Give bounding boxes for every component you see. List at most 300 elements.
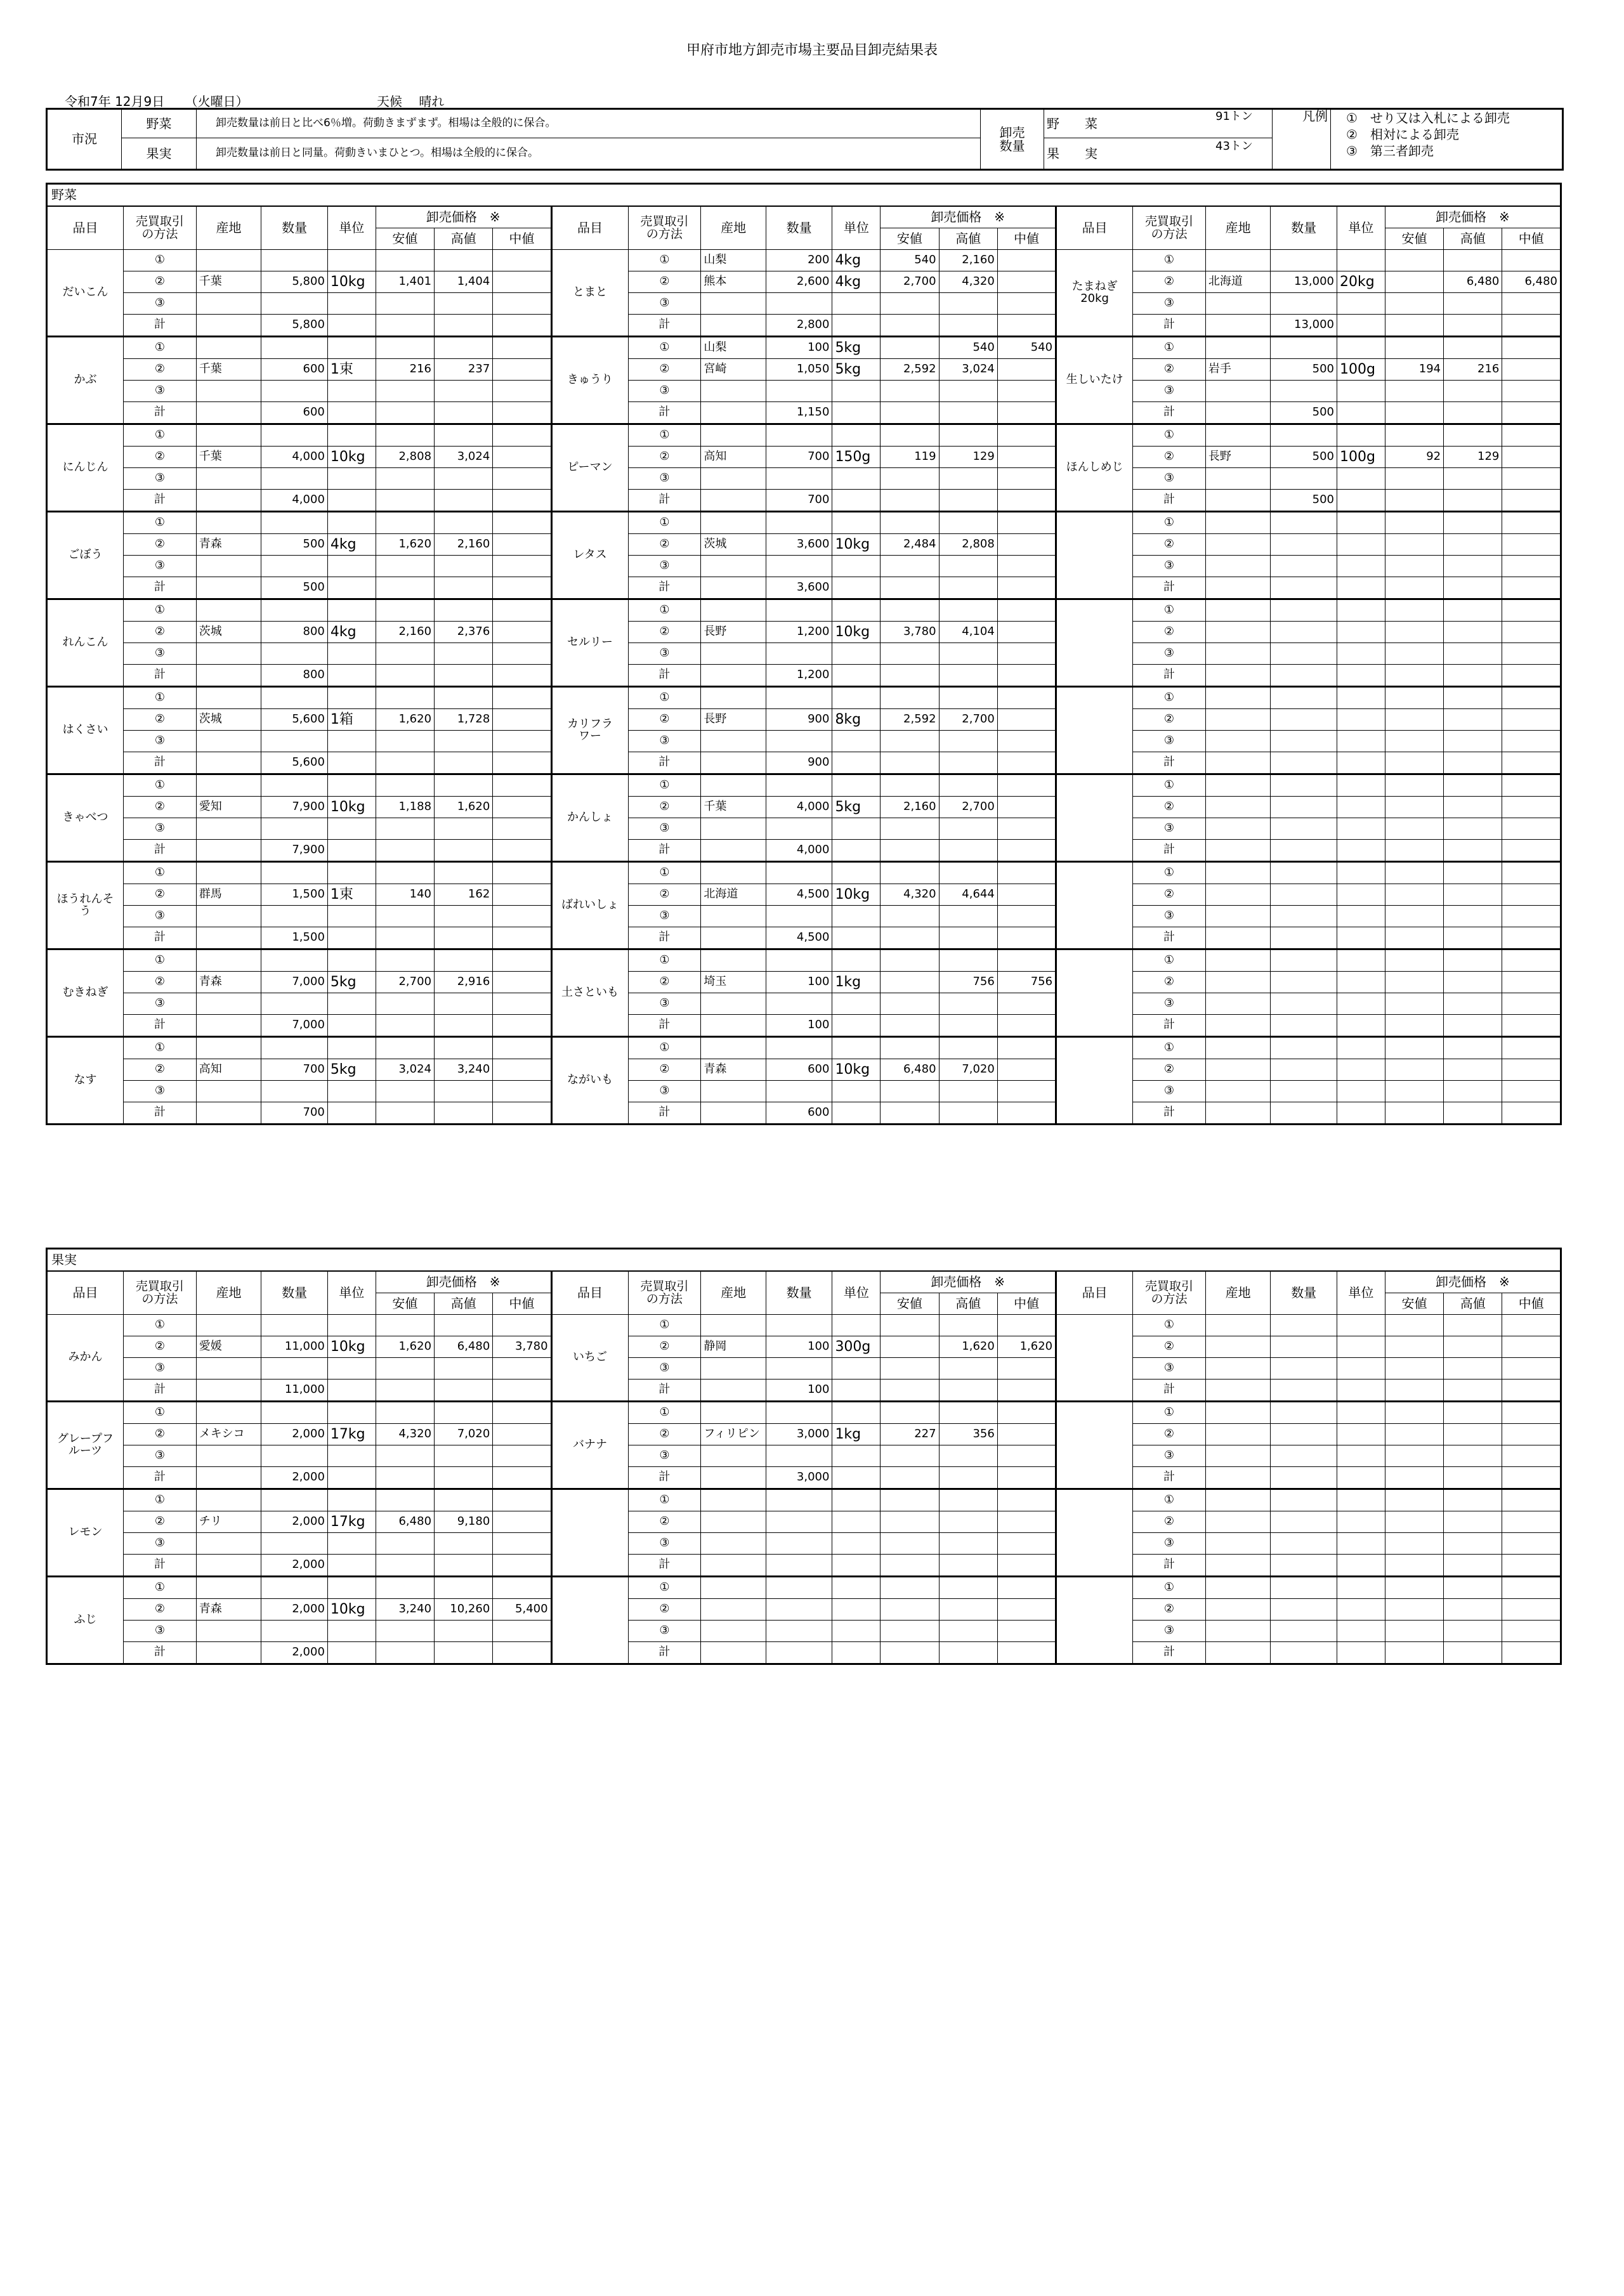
price-mid (493, 1511, 551, 1533)
table-row (47, 359, 1561, 381)
total-qty: 3,600 (766, 577, 832, 599)
price-low (881, 1336, 939, 1358)
price-high: 2,700 (939, 709, 997, 731)
item-name: きゅうり (551, 337, 628, 424)
method-marker: 計 (123, 1102, 196, 1125)
method-marker: ① (628, 1037, 701, 1059)
method-marker: ③ (1133, 1621, 1206, 1642)
origin: 熊本 (701, 271, 766, 293)
method-marker: ① (628, 862, 701, 884)
quantity: 100 (766, 972, 832, 993)
origin: 愛知 (196, 797, 261, 818)
header-qty: 数量 (261, 1271, 328, 1315)
method-marker: ③ (123, 1445, 196, 1467)
price-low: 2,592 (881, 359, 939, 381)
method-marker: ② (628, 972, 701, 993)
price-high: 162 (435, 884, 493, 906)
method-marker: 計 (123, 1555, 196, 1577)
header-low: 安値 (1385, 228, 1443, 250)
price-low (881, 972, 939, 993)
item-name (1056, 949, 1133, 1037)
header-price: 卸売価格 ※ (1385, 206, 1561, 228)
method-marker: ③ (123, 1621, 196, 1642)
method-marker: ③ (628, 556, 701, 577)
quantity: 100 (766, 1336, 832, 1358)
method-marker: ② (628, 797, 701, 818)
price-high: 7,020 (435, 1424, 493, 1445)
unit: 10kg (327, 447, 376, 468)
item-name: レタス (551, 512, 628, 599)
method-marker: 計 (123, 840, 196, 862)
method-marker: ③ (1133, 906, 1206, 927)
quantity: 3,600 (766, 534, 832, 556)
method-marker: 計 (123, 1380, 196, 1402)
header-method: 売買取引 の方法 (123, 1271, 196, 1315)
method-marker: ③ (628, 1081, 701, 1102)
item-name (1056, 1037, 1133, 1125)
vegetables-table (46, 183, 1562, 1125)
method-marker: ③ (1133, 556, 1206, 577)
price-low: 216 (376, 359, 434, 381)
method-marker: ② (1133, 1059, 1206, 1081)
quantity: 600 (766, 1059, 832, 1081)
table-row (47, 622, 1561, 643)
header-origin: 産地 (701, 206, 766, 250)
method-marker: ① (628, 1577, 701, 1599)
price-low: 119 (881, 447, 939, 468)
method-marker: ② (123, 797, 196, 818)
quantity: 13,000 (1271, 271, 1337, 293)
price-high: 4,320 (939, 271, 997, 293)
method-marker: ① (123, 1315, 196, 1336)
table-row (47, 1467, 1561, 1489)
method-marker: ③ (123, 643, 196, 665)
item-name: だいこん (47, 250, 124, 337)
method-marker: ① (1133, 250, 1206, 271)
price-high: 6,480 (1444, 271, 1502, 293)
table-row (47, 1445, 1561, 1467)
origin: 茨城 (701, 534, 766, 556)
price-mid (997, 447, 1056, 468)
unit: 5kg (327, 972, 376, 993)
method-marker: 計 (1133, 1380, 1206, 1402)
table-row (47, 906, 1561, 927)
method-marker: ② (123, 1599, 196, 1621)
price-high: 2,160 (435, 534, 493, 556)
header-method: 売買取引 の方法 (628, 1271, 701, 1315)
method-marker: ① (1133, 1402, 1206, 1424)
method-marker: ① (123, 774, 196, 797)
unit: 10kg (327, 1599, 376, 1621)
market-label: 市況 (47, 109, 122, 170)
price-low: 140 (376, 884, 434, 906)
table-row (47, 687, 1561, 709)
table-row (47, 250, 1561, 271)
method-marker: ③ (1133, 731, 1206, 752)
origin: 茨城 (196, 622, 261, 643)
origin: 群馬 (196, 884, 261, 906)
price-high: 756 (939, 972, 997, 993)
header-origin: 産地 (1205, 206, 1271, 250)
method-marker: ③ (123, 1358, 196, 1380)
method-marker: ① (123, 687, 196, 709)
method-marker: ① (1133, 1315, 1206, 1336)
price-mid (997, 884, 1056, 906)
method-marker: ③ (1133, 468, 1206, 490)
method-marker: ① (1133, 599, 1206, 622)
date-line (65, 91, 444, 110)
price-mid: 1,620 (997, 1336, 1056, 1358)
price-high: 3,240 (435, 1059, 493, 1081)
total-qty: 7,000 (261, 1015, 328, 1037)
total-qty: 7,900 (261, 840, 328, 862)
table-row (47, 1599, 1561, 1621)
method-marker: ③ (1133, 293, 1206, 315)
method-marker: ① (123, 1402, 196, 1424)
table-row (47, 1555, 1561, 1577)
method-marker: ① (628, 1489, 701, 1511)
origin: 埼玉 (701, 972, 766, 993)
origin: 青森 (196, 972, 261, 993)
method-marker: ② (1133, 972, 1206, 993)
item-name: ほうれんそ う (47, 862, 124, 949)
table-row (47, 949, 1561, 972)
table-row (47, 468, 1561, 490)
method-marker: 計 (123, 315, 196, 337)
method-marker: 計 (628, 315, 701, 337)
price-low: 2,160 (881, 797, 939, 818)
method-marker: ① (1133, 1037, 1206, 1059)
method-marker: ② (628, 359, 701, 381)
total-qty: 100 (766, 1015, 832, 1037)
table-row (47, 840, 1561, 862)
method-marker: ② (123, 709, 196, 731)
table-row (47, 1511, 1561, 1533)
unit: 100g (1337, 359, 1385, 381)
item-name: セルリー (551, 599, 628, 687)
price-low (881, 337, 939, 359)
header-high: 高値 (435, 1293, 493, 1315)
table-row (47, 424, 1561, 447)
item-name: カリフラ ワー (551, 687, 628, 774)
table-row (47, 1402, 1561, 1424)
method-marker: ③ (1133, 1081, 1206, 1102)
header-unit: 単位 (832, 1271, 881, 1315)
table-row (47, 512, 1561, 534)
header-qty: 数量 (261, 206, 328, 250)
origin: 青森 (196, 534, 261, 556)
method-marker: ① (123, 337, 196, 359)
header-item: 品目 (1056, 206, 1133, 250)
table-row (47, 818, 1561, 840)
quantity: 1,200 (766, 622, 832, 643)
price-high: 9,180 (435, 1511, 493, 1533)
volume-cat-fruits: 果 実 (1047, 145, 1097, 161)
table-row (47, 1577, 1561, 1599)
method-marker: ① (1133, 949, 1206, 972)
market-conditions-table (46, 108, 1564, 171)
method-marker: ② (123, 447, 196, 468)
method-marker: ② (628, 1059, 701, 1081)
item-name (1056, 862, 1133, 949)
method-marker: ② (1133, 1424, 1206, 1445)
method-marker: 計 (1133, 927, 1206, 949)
price-low: 540 (881, 250, 939, 271)
method-marker: ③ (628, 1533, 701, 1555)
price-high: 129 (1444, 447, 1502, 468)
price-low: 227 (881, 1424, 939, 1445)
method-marker: ③ (628, 381, 701, 402)
method-marker: ② (628, 709, 701, 731)
unit: 5kg (832, 359, 881, 381)
method-marker: 計 (628, 840, 701, 862)
report-date: 令和7年 12月9日 (65, 94, 165, 109)
total-qty: 1,150 (766, 402, 832, 424)
weather-label: 天候 (376, 94, 402, 109)
header-unit: 単位 (1337, 1271, 1385, 1315)
price-low: 6,480 (881, 1059, 939, 1081)
method-marker: 計 (123, 1642, 196, 1664)
header-low: 安値 (376, 228, 434, 250)
method-marker: ① (1133, 337, 1206, 359)
table-row (47, 972, 1561, 993)
method-marker: ③ (628, 906, 701, 927)
method-marker: ② (123, 534, 196, 556)
method-marker: 計 (1133, 752, 1206, 774)
total-qty: 700 (261, 1102, 328, 1125)
table-row (47, 797, 1561, 818)
price-mid (997, 1424, 1056, 1445)
origin: 北海道 (1205, 271, 1271, 293)
table-row (47, 1358, 1561, 1380)
table-row (47, 884, 1561, 906)
total-qty: 500 (261, 577, 328, 599)
method-marker: ① (123, 599, 196, 622)
header-item: 品目 (551, 206, 628, 250)
price-high: 216 (1444, 359, 1502, 381)
item-name: なす (47, 1037, 124, 1125)
weekday: （火曜日） (185, 94, 249, 109)
price-low: 3,780 (881, 622, 939, 643)
origin: 長野 (701, 709, 766, 731)
volume-label: 卸売 数量 (981, 109, 1044, 170)
table-row (47, 1015, 1561, 1037)
method-marker: 計 (1133, 665, 1206, 687)
header-low: 安値 (881, 228, 939, 250)
price-high: 2,160 (939, 250, 997, 271)
method-marker: ③ (123, 1533, 196, 1555)
method-marker: ③ (1133, 993, 1206, 1015)
unit: 1束 (327, 884, 376, 906)
unit: 1箱 (327, 709, 376, 731)
unit: 1kg (832, 1424, 881, 1445)
table-row (47, 1315, 1561, 1336)
price-mid: 540 (997, 337, 1056, 359)
origin: 高知 (701, 447, 766, 468)
table-row (47, 752, 1561, 774)
method-marker: ① (1133, 424, 1206, 447)
table-row (47, 1081, 1561, 1102)
table-row (47, 1533, 1561, 1555)
method-marker: ① (1133, 687, 1206, 709)
method-marker: 計 (628, 1015, 701, 1037)
price-low: 2,808 (376, 447, 434, 468)
table-row (47, 577, 1561, 599)
method-marker: ② (123, 271, 196, 293)
header-origin: 産地 (196, 1271, 261, 1315)
unit: 10kg (327, 271, 376, 293)
method-marker: 計 (123, 665, 196, 687)
price-mid (493, 1059, 551, 1081)
total-qty: 2,000 (261, 1467, 328, 1489)
table-row (47, 337, 1561, 359)
table-row (47, 1424, 1561, 1445)
price-high: 2,376 (435, 622, 493, 643)
method-marker: ③ (628, 293, 701, 315)
header-origin: 産地 (1205, 1271, 1271, 1315)
method-marker: ② (1133, 447, 1206, 468)
price-high: 1,404 (435, 271, 493, 293)
header-mid: 中値 (1502, 1293, 1561, 1315)
table-row (47, 927, 1561, 949)
method-marker: 計 (123, 577, 196, 599)
method-marker: 計 (628, 1380, 701, 1402)
item-name: とまと (551, 250, 628, 337)
price-mid (997, 797, 1056, 818)
price-mid (997, 271, 1056, 293)
header-method: 売買取引 の方法 (628, 206, 701, 250)
price-mid (493, 447, 551, 468)
header-price: 卸売価格 ※ (881, 206, 1056, 228)
item-name: みかん (47, 1315, 124, 1402)
table-row (47, 271, 1561, 293)
method-marker: ① (123, 512, 196, 534)
method-marker: ③ (123, 818, 196, 840)
total-qty: 800 (261, 665, 328, 687)
total-qty: 3,000 (766, 1467, 832, 1489)
price-low: 1,620 (376, 534, 434, 556)
quantity: 4,500 (766, 884, 832, 906)
unit: 10kg (832, 534, 881, 556)
legend-item-3: ③ 第三者卸売 (1346, 143, 1434, 159)
item-name: レモン (47, 1489, 124, 1577)
method-marker: ① (123, 1489, 196, 1511)
method-marker: ① (628, 1402, 701, 1424)
header-low: 安値 (1385, 1293, 1443, 1315)
unit: 8kg (832, 709, 881, 731)
table-row (47, 534, 1561, 556)
method-marker: ① (123, 424, 196, 447)
price-high: 3,024 (939, 359, 997, 381)
method-marker: 計 (1133, 840, 1206, 862)
price-low: 2,592 (881, 709, 939, 731)
item-name: グレープフ ルーツ (47, 1402, 124, 1489)
method-marker: ③ (628, 731, 701, 752)
price-high: 6,480 (435, 1336, 493, 1358)
origin: 青森 (701, 1059, 766, 1081)
price-low: 4,320 (881, 884, 939, 906)
table-row (47, 556, 1561, 577)
method-marker: 計 (1133, 1102, 1206, 1125)
price-mid (997, 250, 1056, 271)
item-name (1056, 774, 1133, 862)
table-row (47, 993, 1561, 1015)
quantity: 600 (261, 359, 328, 381)
unit: 10kg (832, 622, 881, 643)
method-marker: ② (1133, 1336, 1206, 1358)
header-high: 高値 (939, 228, 997, 250)
price-high: 2,808 (939, 534, 997, 556)
method-marker: ③ (1133, 643, 1206, 665)
item-name: むきねぎ (47, 949, 124, 1037)
header-item: 品目 (47, 206, 124, 250)
price-mid: 6,480 (1502, 271, 1561, 293)
header-qty: 数量 (1271, 206, 1337, 250)
method-marker: ① (1133, 1577, 1206, 1599)
price-mid (997, 1059, 1056, 1081)
method-marker: ② (123, 1336, 196, 1358)
method-marker: ② (123, 622, 196, 643)
method-marker: ① (123, 250, 196, 271)
method-marker: 計 (628, 1102, 701, 1125)
method-marker: ③ (628, 643, 701, 665)
header-high: 高値 (1444, 228, 1502, 250)
item-name: ながいも (551, 1037, 628, 1125)
method-marker: ① (123, 1577, 196, 1599)
origin: チリ (196, 1511, 261, 1533)
quantity: 500 (261, 534, 328, 556)
section-label: 野菜 (47, 184, 1561, 207)
item-name (1056, 687, 1133, 774)
item-name: いちご (551, 1315, 628, 1402)
price-high: 1,620 (435, 797, 493, 818)
header-unit: 単位 (832, 206, 881, 250)
table-row (47, 665, 1561, 687)
method-marker: 計 (628, 1467, 701, 1489)
origin: 長野 (1205, 447, 1271, 468)
method-marker: 計 (628, 752, 701, 774)
method-marker: ② (628, 884, 701, 906)
item-name: ふじ (47, 1577, 124, 1664)
header-qty: 数量 (1271, 1271, 1337, 1315)
method-marker: ② (1133, 359, 1206, 381)
method-marker: ① (1133, 862, 1206, 884)
method-marker: 計 (1133, 1555, 1206, 1577)
method-marker: ① (628, 424, 701, 447)
item-name (1056, 599, 1133, 687)
method-marker: ② (628, 1511, 701, 1533)
header-high: 高値 (939, 1293, 997, 1315)
origin: 千葉 (196, 359, 261, 381)
origin: フィリピン (701, 1424, 766, 1445)
total-qty: 100 (766, 1380, 832, 1402)
header-low: 安値 (881, 1293, 939, 1315)
method-marker: ② (628, 1424, 701, 1445)
section-label: 果実 (47, 1249, 1561, 1272)
total-qty: 2,000 (261, 1555, 328, 1577)
legend-item-2: ② 相対による卸売 (1346, 127, 1459, 142)
quantity: 2,000 (261, 1424, 328, 1445)
table-row (47, 1489, 1561, 1511)
unit: 10kg (327, 797, 376, 818)
method-marker: ③ (628, 1621, 701, 1642)
method-marker: ③ (123, 731, 196, 752)
header-low: 安値 (376, 1293, 434, 1315)
quantity: 2,000 (261, 1599, 328, 1621)
quantity: 7,900 (261, 797, 328, 818)
total-qty: 5,600 (261, 752, 328, 774)
method-marker: 計 (628, 1642, 701, 1664)
